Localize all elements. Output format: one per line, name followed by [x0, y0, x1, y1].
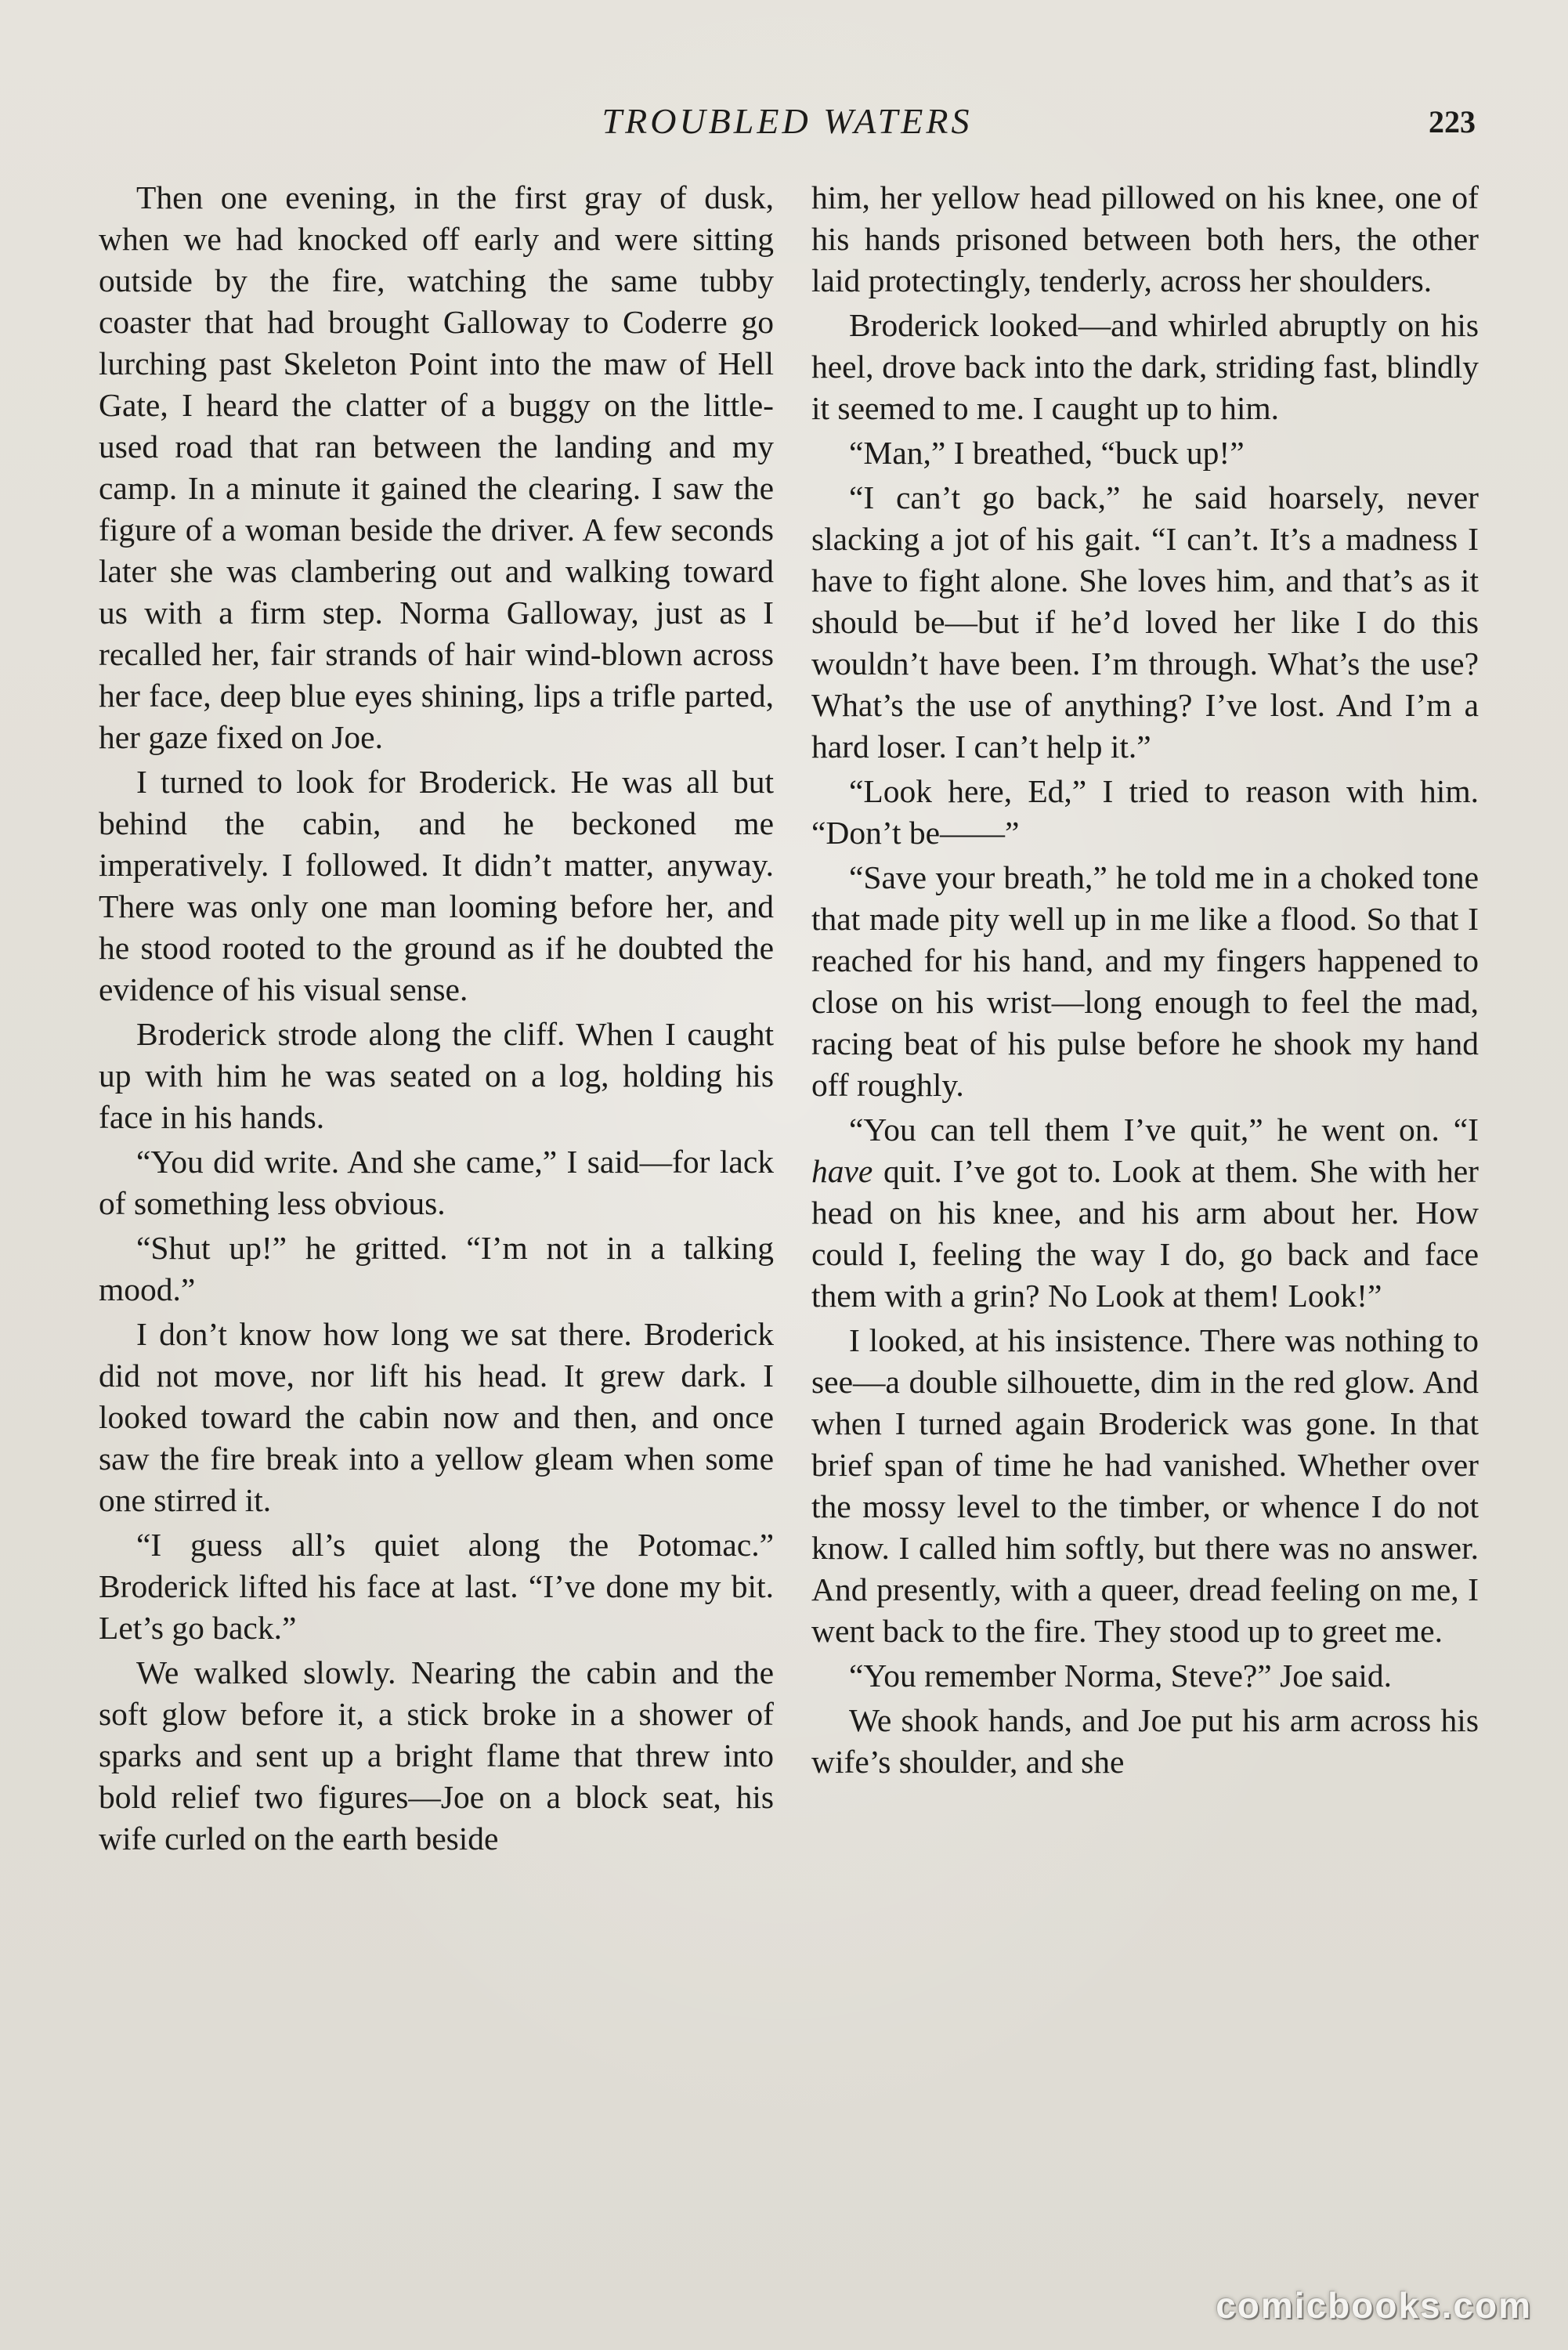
running-title: TROUBLED WATERS	[602, 101, 973, 141]
left-column	[99, 177, 774, 1860]
paragraph: “Look here, Ed,” I tried to reason with him. “Don’t be——”	[811, 773, 1479, 851]
paragraph: “You did write. And she came,” I said—for lack of something less obvious.	[99, 1144, 774, 1221]
paragraph: We shook hands, and Joe put his arm across his wife’s shoulder, and she	[811, 1702, 1479, 1780]
paragraph: “I guess all’s quiet along the Potomac.” Broderick lifted his face at last. “I’ve done my bit. Let’s go back.”	[99, 1527, 774, 1646]
running-head	[99, 100, 1476, 147]
text-run: “You can tell them I’ve quit,” he went on. “I	[849, 1112, 1479, 1148]
paragraph	[811, 1109, 1479, 1317]
paragraph: Broderick looked—and whirled abruptly on his heel, drove back into the dark, striding fast, blindly it seemed to me. I caught up to him.	[811, 307, 1479, 426]
paragraph: “I can’t go back,” he said hoarsely, never slacking a jot of his gait. “I can’t. It’s a madness I have to fight alone. She loves him, and that’s as it should be—but if he’d loved her like I do this wouldn’t have been. I’m through. What’s the use? What’s the use of anything? I’ve lost. And I’m a hard loser. I can’t help it.”	[811, 479, 1479, 765]
paragraph: I looked, at his insistence. There was nothing to see—a double silhouette, dim in the red glow. And when I turned again Broderick was gone. In that brief span of time he had vanished. Whether over the mossy level to the timber, or whence I do not know. I called him softly, but there was no answer. And presently, with a queer, dread feeling on me, I went back to the fire. They stood up to greet me.	[811, 1322, 1479, 1649]
right-column	[811, 177, 1479, 1783]
emphasized-word: have	[811, 1153, 873, 1189]
paragraph: We walked slowly. Nearing the cabin and the soft glow before it, a stick broke in a shower of sparks and sent up a bright flame that threw into bold relief two figures—Joe on a block seat, his wife curled on the earth beside	[99, 1654, 774, 1856]
text-run: quit. I’ve got to. Look at them. She with her head on his knee, and his arm about her. How could I, feeling the way I do, go back and face them with a grin? No Look at them! Look!”	[811, 1153, 1479, 1314]
paragraph: Broderick strode along the cliff. When I caught up with him he was seated on a log, holding his face in his hands.	[99, 1016, 774, 1135]
paragraph: I don’t know how long we sat there. Broderick did not move, nor lift his head. It grew dark. I looked toward the cabin now and then, and once saw the fire break into a yellow gleam when some one stirred it.	[99, 1316, 774, 1518]
site-watermark: comicbooks.com	[1216, 2285, 1532, 2326]
paragraph: “Save your breath,” he told me in a choked tone that made pity well up in me like a flood. So that I reached for his hand, and my fingers happened to close on his wrist—long enough to feel the mad, racing beat of his pulse before he shook my hand off roughly.	[811, 859, 1479, 1103]
paragraph: Then one evening, in the first gray of dusk, when we had knocked off early and were sitting outside by the fire, watching the same tubby coaster that had brought Galloway to Coderre go lurching past Skeleton Point into the maw of Hell Gate, I heard the clatter of a buggy on the little-used road that ran between the landing and my camp. In a minute it gained the clearing. I saw the figure of a woman beside the driver. A few seconds later she was clambering out and walking toward us with a firm step. Norma Galloway, just as I recalled her, fair strands of hair wind-blown across her face, deep blue eyes shining, lips a trifle parted, her gaze fixed on Joe.	[99, 179, 774, 755]
continued-paragraph: him, her yellow head pillowed on his knee, one of his hands prisoned between both hers, the other laid protectingly, tenderly, across her shoulders.	[811, 179, 1479, 298]
paragraph: I turned to look for Broderick. He was all but behind the cabin, and he beckoned me imperatively. I followed. It didn’t matter, anyway. There was only one man looming before her, and he stood rooted to the ground as if he doubted the evidence of his visual sense.	[99, 764, 774, 1007]
paragraph: “You remember Norma, Steve?” Joe said.	[849, 1658, 1393, 1694]
page-number: 223	[1429, 104, 1476, 139]
paragraph: “Man,” I breathed, “buck up!”	[849, 435, 1245, 471]
paragraph: “Shut up!” he gritted. “I’m not in a talking mood.”	[99, 1230, 774, 1307]
